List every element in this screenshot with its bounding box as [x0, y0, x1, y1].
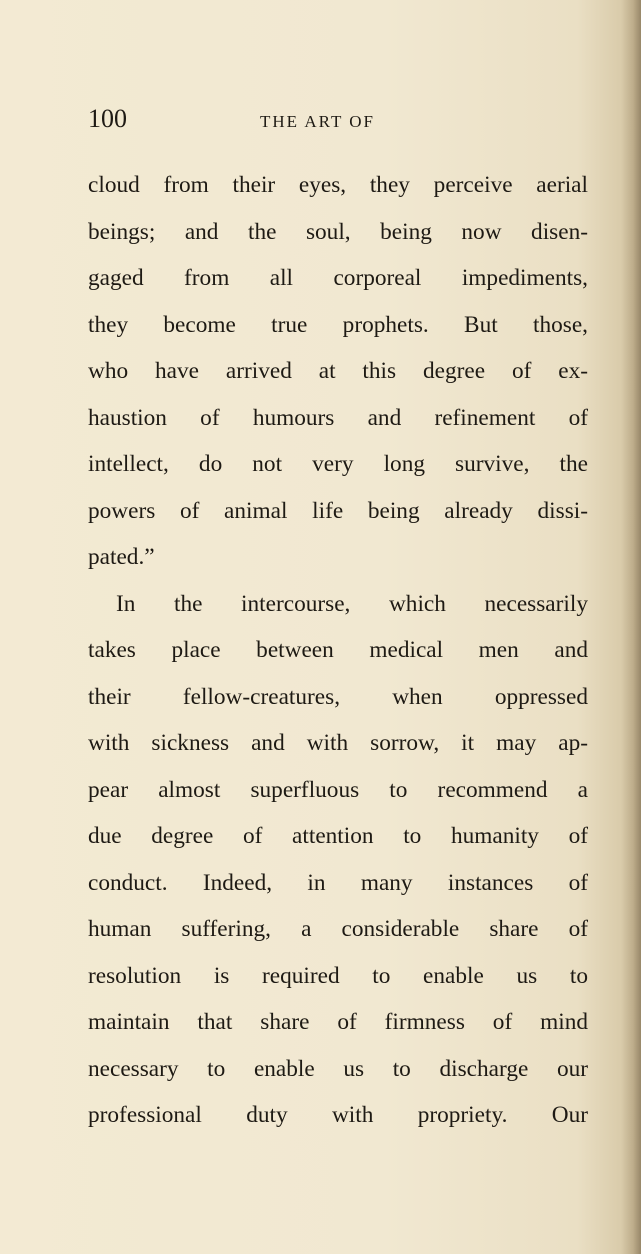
text-line: resolution is required to enable us to	[88, 962, 588, 989]
text-line: haustion of humours and refinement of	[88, 404, 588, 431]
text-line: gaged from all corporeal impediments,	[88, 265, 588, 291]
text-line: pear almost superfluous to recommend a	[88, 776, 588, 803]
page-header	[88, 104, 588, 144]
text-line: necessary to enable us to discharge our	[88, 1055, 588, 1082]
text-line: takes place between medical men and	[88, 637, 588, 663]
text-line: professional duty with propriety. Our	[88, 1102, 588, 1128]
text-line: conduct. Indeed, in many instances of	[88, 869, 588, 896]
text-line: intellect, do not very long survive, the	[88, 451, 588, 477]
text-line: powers of animal life being already dissi-	[88, 497, 588, 524]
running-head: THE ART OF	[260, 112, 376, 131]
text-line: their fellow-creatures, when oppressed	[88, 683, 588, 710]
text-line: they become true prophets. But those,	[88, 311, 588, 338]
text-line: maintain that share of firmness of mind	[88, 1009, 588, 1035]
text-line: pated.”	[88, 544, 155, 570]
text-line: who have arrived at this degree of ex-	[88, 358, 588, 384]
text-line: due degree of attention to humanity of	[88, 823, 588, 849]
text-line: In the intercourse, which necessarily	[116, 590, 588, 617]
body-text	[88, 162, 588, 1139]
text-line: human suffering, a considerable share of	[88, 916, 588, 942]
text-line: beings; and the soul, being now disen-	[88, 218, 588, 245]
text-line: cloud from their eyes, they perceive aerial	[88, 172, 588, 198]
page-edge-shadow	[621, 0, 641, 1254]
text-line: with sickness and with sorrow, it may ap-	[88, 730, 588, 756]
page-number: 100	[88, 104, 127, 133]
